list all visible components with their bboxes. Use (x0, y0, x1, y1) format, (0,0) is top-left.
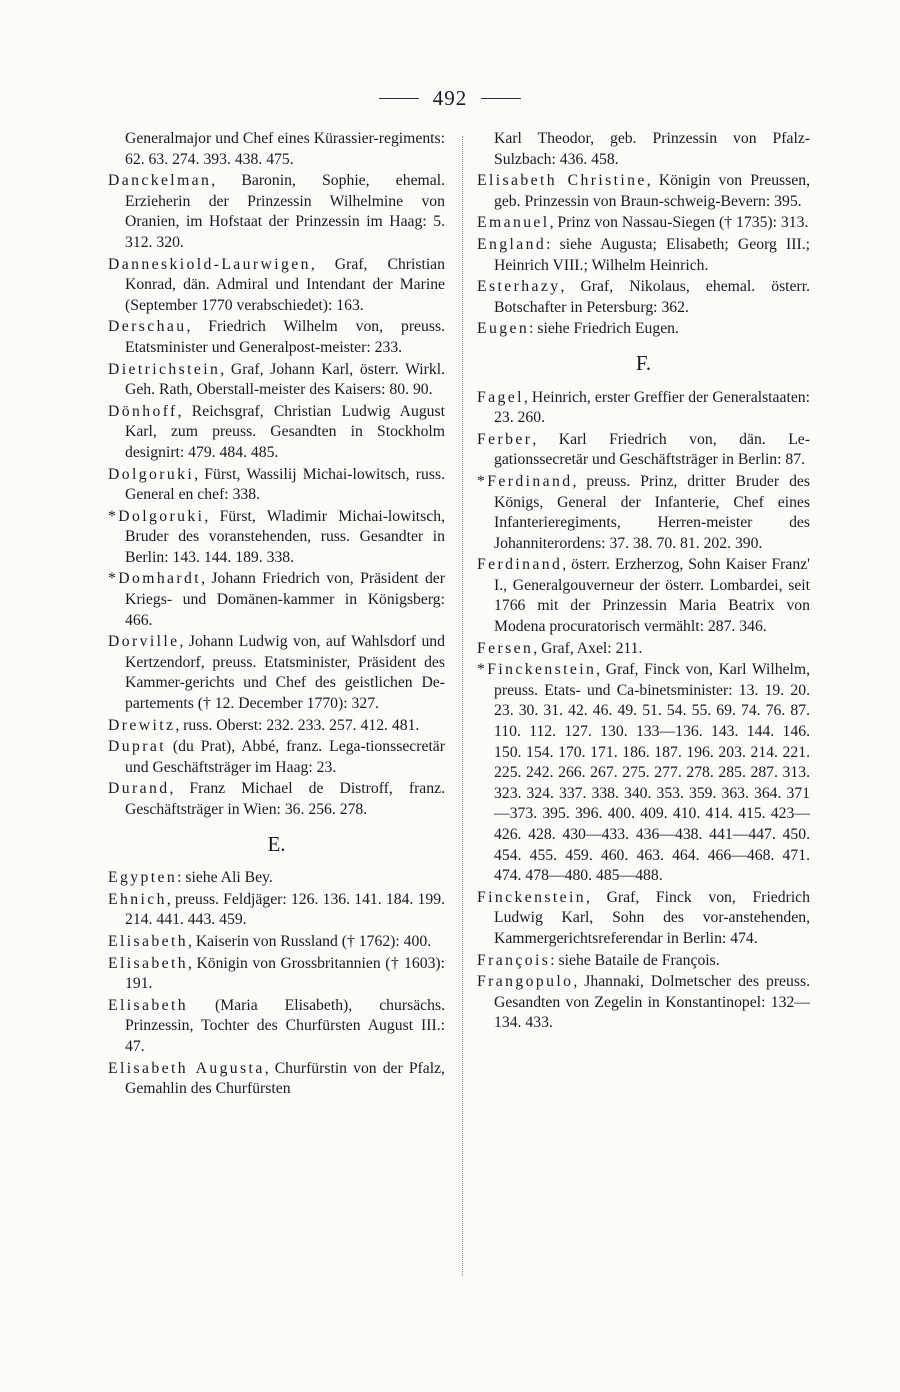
entry-text: , österr. Erzherzog, Sohn Kaiser Franz' I., Generalgouverneur der österr. Lombardei, seit 1766 mit der Prinzessin Maria Beatrix von Modena procuratorisch vermählt: 287. 346. (494, 556, 810, 636)
entry-text: , Fürst, Wassilij Michai-lowitsch, russ. General en chef: 338. (125, 465, 445, 504)
index-entry (108, 868, 445, 889)
entry-headword: Egypten (108, 869, 178, 887)
entry-text: , preuss. Prinz, dritter Bruder des Königs, General der Infanterie, Chef eines Infanterieregiments, Herren-meister des Johanniterordens: 37. 38. 70. 81. 202. 390. (494, 472, 810, 552)
entry-text: : siehe Augusta; Elisabeth; Georg III.; Heinrich VIII.; Wilhelm Heinrich. (494, 235, 810, 274)
index-entry (108, 402, 445, 464)
entry-headword: Finckenstein (477, 888, 586, 906)
entry-text: : siehe Friedrich Eugen. (529, 320, 679, 338)
index-entry (477, 472, 810, 554)
index-entry (108, 317, 445, 358)
entry-text: , Königin von Grossbritannien († 1603): 191. (125, 954, 445, 993)
entry-headword: Emanuel (477, 214, 550, 232)
index-entry (477, 888, 810, 950)
entry-headword: Esterhazy (477, 278, 561, 296)
entry-text: , Friedrich Wilhelm von, preuss. Etatsminister und Generalpost-meister: 233. (125, 318, 445, 356)
entry-text: , preuss. Feldjäger: 126. 136. 141. 184. 199. 214. 441. 443. 459. (125, 890, 445, 929)
index-entry (108, 255, 445, 317)
entry-headword: Drewitz (108, 716, 176, 734)
entry-headword: Ehnich (108, 890, 167, 908)
entry-text: , Johann Friedrich von, Präsident der Kriegs- und Domänen-kammer in Königsberg: 466. (125, 570, 445, 629)
entry-headword: Elisabeth Augusta (108, 1059, 265, 1077)
index-entry (108, 1059, 445, 1100)
entry-headword: Elisabeth (108, 996, 188, 1014)
entry-headword: François (477, 951, 551, 969)
entry-text: , russ. Oberst: 232. 233. 257. 412. 481. (175, 716, 420, 734)
entry-text: , Baronin, Sophie, ehemal. Erzieherin der Prinzessin Wilhelmine von Oranien, im Hofstaat der Prinzessin im Haag: 5. 312. 320. (125, 172, 445, 251)
entry-headword: Eugen (477, 320, 530, 338)
page-header (0, 86, 900, 111)
index-entry (108, 569, 445, 631)
entry-headword: Ferber (477, 430, 533, 448)
index-entry (108, 932, 445, 953)
entry-headword: *Dolgoruki (108, 507, 205, 525)
entry-text: , Reichsgraf, Christian Ludwig August Karl, zum preuss. Gesandten in Stockholm designirt: 479. 484. 485. (125, 402, 445, 461)
entry-text: Karl Theodor, geb. Prinzessin von Pfalz-Sulzbach: 436. 458. (494, 130, 810, 168)
entry-text: , Franz Michael de Distroff, franz. Geschäftsträger in Wien: 36. 256. 278. (125, 780, 445, 818)
index-entry (108, 716, 445, 737)
page-number: 492 (432, 86, 468, 110)
index-entry (108, 632, 445, 714)
header-rule-right (481, 98, 521, 99)
entry-text: , Graf, Finck von, Friedrich Ludwig Karl, Sohn des vor-anstehenden, Kammergerichtsreferendar in Berlin: 474. (494, 888, 810, 947)
index-entry (477, 430, 810, 471)
entry-text: , Graf, Christian Konrad, dän. Admiral und Intendant der Marine (September 1770 verabschiedet): 163. (125, 255, 445, 314)
entry-text: , Prinz von Nassau-Siegen († 1735): 313. (549, 214, 809, 232)
entry-headword: Frangopulo (477, 973, 574, 991)
index-entry (108, 465, 445, 506)
index-entry (477, 277, 810, 318)
entry-text: : siehe Ali Bey. (177, 869, 273, 887)
entry-text: , Kaiserin von Russland († 1762): 400. (187, 932, 432, 950)
entry-text: , Karl Friedrich von, dän. Le-gationssecretär und Geschäftsträger in Berlin: 87. (494, 430, 810, 469)
index-entry (108, 171, 445, 253)
entry-headword: Fersen (477, 639, 534, 657)
entry-text: , Jhannaki, Dolmetscher des preuss. Gesandten von Zegelin in Konstantinopel: 132—134. 433. (494, 973, 810, 1032)
index-entry (108, 890, 445, 931)
entry-text: , Fürst, Wladimir Michai-lowitsch, Bruder des voranstehenden, russ. Gesandter in Berlin: 143. 144. 189. 338. (125, 507, 445, 566)
index-entry (477, 639, 810, 660)
index-entry (477, 951, 810, 972)
index-entry (477, 972, 810, 1034)
entry-text: , Graf, Nikolaus, ehemal. österr. Botschafter in Petersburg: 362. (494, 278, 810, 316)
entry-headword: Dorville (108, 633, 180, 651)
entry-headword: *Ferdinand (477, 472, 573, 490)
entry-headword: Fagel (477, 388, 524, 406)
entry-headword: Danckelman (108, 172, 212, 190)
entry-text: Generalmajor und Chef eines Kürassier-regiments: 62. 63. 274. 393. 438. 475. (125, 130, 445, 168)
index-entry (477, 388, 810, 429)
section-heading: E. (267, 831, 286, 856)
entry-headword: Duprat (108, 738, 166, 756)
index-entry (108, 779, 445, 820)
entry-headword: Dönhoff (108, 402, 178, 420)
entry-text: , Graf, Finck von, Karl Wilhelm, preuss. Etats- und Ca-binetsminister: 13. 19. 20. 23. 30. 31. 42. 46. 49. 51. 54. 55. 69. 74. 76. 87. 110. 112. 127. 130. 133—136. 143. 144. 146. 150. 154. 170. 171. 186. 187. 196. 203. 214. 221. 225. 242. 266. 267. 275. 277. 278. 285. 287. 313. 323. 324. 337. 338. 340. 353. 359. 363. 364. 371—373. 395. 396. 400. 409. 410. 414. 415. 423—426. 428. 430—433. 436—438. 441—447. 450. 454. 455. 459. 460. 463. 464. 466—468. 471. 474. 478—480. 485—488. (494, 661, 810, 885)
entry-headword: Ferdinand (477, 556, 563, 574)
entry-text: , Graf, Johann Karl, österr. Wirkl. Geh. Rath, Oberstall-meister des Kaisers: 80. 90. (125, 360, 445, 399)
index-entry (108, 129, 445, 170)
left-column (108, 129, 445, 1101)
entry-text: : siehe Bataile de François. (550, 951, 720, 969)
index-entry (108, 507, 445, 569)
entry-text: , Heinrich, erster Greffier der Generalstaaten: 23. 260. (494, 388, 810, 427)
entry-text: , Graf, Axel: 211. (533, 639, 643, 657)
entry-headword: Durand (108, 780, 170, 798)
entry-headword: Elisabeth Christine (477, 172, 647, 190)
entry-headword: Elisabeth (108, 954, 188, 972)
index-entry (108, 954, 445, 995)
index-entry (477, 235, 810, 276)
index-entry (477, 213, 810, 234)
entry-headword: Danneskiold-Laurwigen (108, 255, 311, 273)
entry-text: (du Prat), Abbé, franz. Lega-tionssecretär und Geschäftsträger im Haag: 23. (125, 738, 445, 776)
index-entry (108, 737, 445, 778)
entry-headword: England (477, 235, 547, 253)
index-entry (108, 996, 445, 1058)
entry-headword: Dietrichstein (108, 360, 221, 378)
entry-text: , Churfürstin von der Pfalz, Gemahlin des Churfürsten (125, 1059, 445, 1098)
entry-headword: *Domhardt (108, 570, 202, 588)
column-divider (462, 136, 463, 1276)
entry-text: , Johann Ludwig von, auf Wahlsdorf und Kertzendorf, preuss. Etatsminister, Präsident des Kammer-gerichts und Chef des geistlichen De-partements († 12. December 1770): 327. (125, 633, 445, 713)
index-entry (477, 171, 810, 212)
section-heading: F. (635, 350, 652, 375)
entry-text: (Maria Elisabeth), chursächs. Prinzessin, Tochter des Churfürsten August III.: 47. (125, 996, 445, 1055)
index-entry (477, 319, 810, 340)
entry-headword: Derschau (108, 318, 187, 336)
right-column (477, 129, 810, 1035)
entry-headword: *Finckenstein (477, 661, 597, 679)
header-rule-left (379, 98, 419, 99)
entry-headword: Elisabeth (108, 932, 188, 950)
entry-text: , Königin von Preussen, geb. Prinzessin von Braun-schweig-Bevern: 395. (494, 172, 810, 210)
index-entry (477, 129, 810, 170)
entry-headword: Dolgoruki (108, 465, 195, 483)
index-entry (108, 360, 445, 401)
index-entry (477, 555, 810, 637)
index-entry (477, 660, 810, 887)
